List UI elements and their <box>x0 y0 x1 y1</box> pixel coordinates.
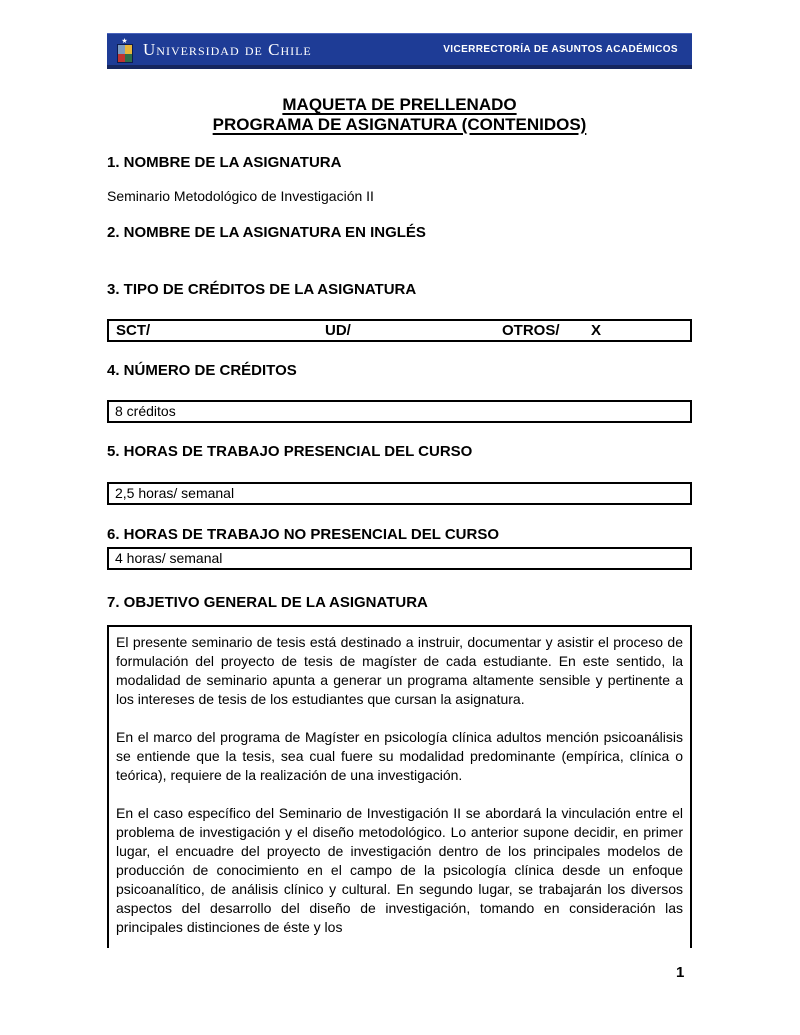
credit-type-ud-label: UD/ <box>325 322 351 339</box>
section-2-heading: 2. NOMBRE DE LA ASIGNATURA EN INGLÉS <box>107 224 426 241</box>
objective-paragraph: En el caso específico del Seminario de Investigación II se abordará la vinculación entre el problema de investigación y el diseño metodológico. Lo anterior supone decidir, en primer lugar, el encuadre del proyecto de investigación dentro de los principales modelos de producción de conocimiento en el campo de la psicología clínica desde un enfoque psicoanalítico, de análisis clínico y cultural. En segundo lugar, se trabajarán los diversos aspectos del desarrollo del diseño de investigación, tomando en consideración las principales distinciones de éste y los <box>116 805 683 935</box>
credit-type-otros-label: OTROS/ <box>502 322 560 339</box>
document-title <box>107 95 692 135</box>
section-3-heading: 3. TIPO DE CRÉDITOS DE LA ASIGNATURA <box>107 281 417 298</box>
university-crest-icon <box>117 39 132 62</box>
university-header-banner <box>107 33 692 69</box>
objective-paragraph: En el marco del programa de Magíster en psicología clínica adultos mención psicoanálisis se entiende que la tesis, sea cual fuere su modalidad predominante (empírica, clínica o teórica), requiere de la realización de una investigación. <box>116 729 683 783</box>
non-presential-hours-box: 4 horas/ semanal <box>107 547 692 570</box>
star-icon: ★ <box>121 38 128 45</box>
credit-type-sct-label: SCT/ <box>116 322 151 339</box>
university-name: Universidad de Chile <box>143 39 312 59</box>
section-7-heading: 7. OBJETIVO GENERAL DE LA ASIGNATURA <box>107 594 428 611</box>
document-title-line2: PROGRAMA DE ASIGNATURA (CONTENIDOS) <box>212 115 587 134</box>
course-name-value: Seminario Metodológico de Investigación II <box>107 188 374 204</box>
objective-paragraph: El presente seminario de tesis está destinado a instruir, documentar y asistir el proceso de formulación del proyecto de tesis de magíster de cada estudiante. En este sentido, la modalidad de seminario apunta a generar un programa altamente sensible y pertinente a los intereses de tesis de los estudiantes que cursan la asignatura. <box>116 634 683 707</box>
section-1-heading: 1. NOMBRE DE LA ASIGNATURA <box>107 154 342 171</box>
division-name: VICERRECTORÍA DE ASUNTOS ACADÉMICOS <box>443 44 678 55</box>
section-4-heading: 4. NÚMERO DE CRÉDITOS <box>107 362 297 379</box>
credit-type-otros-value: X <box>591 322 602 339</box>
credit-type-box <box>107 319 692 342</box>
presential-hours-box: 2,5 horas/ semanal <box>107 482 692 505</box>
section-6-heading: 6. HORAS DE TRABAJO NO PRESENCIAL DEL CURSO <box>107 526 499 543</box>
objective-text-box <box>107 625 692 948</box>
document-title-line1: MAQUETA DE PRELLENADO <box>282 95 517 114</box>
page-number: 1 <box>676 964 685 981</box>
section-5-heading: 5. HORAS DE TRABAJO PRESENCIAL DEL CURSO <box>107 443 473 460</box>
credits-number-box: 8 créditos <box>107 400 692 423</box>
